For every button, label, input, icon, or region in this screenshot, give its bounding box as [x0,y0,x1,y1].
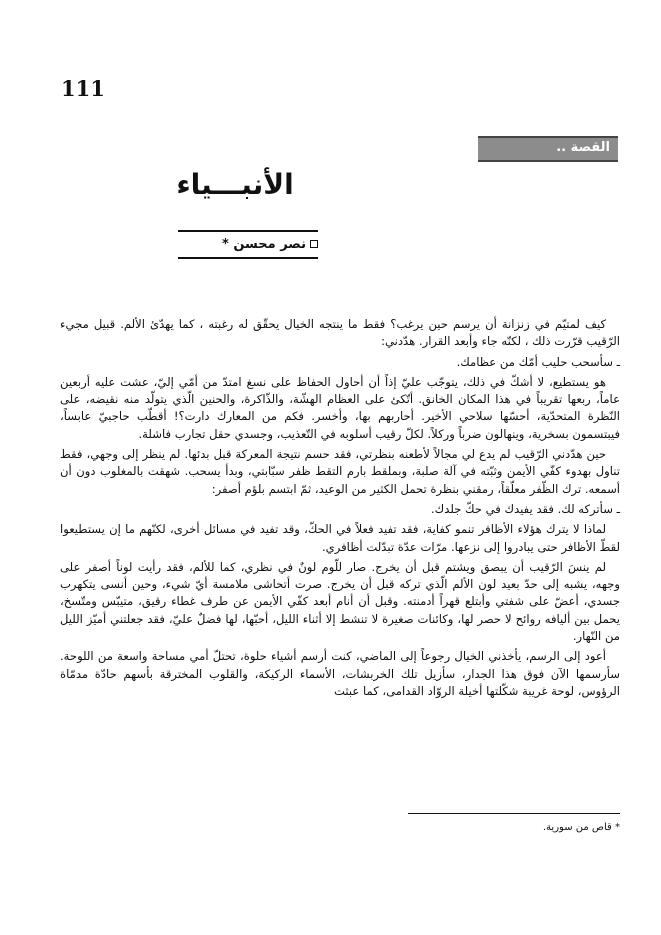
author-bottom-rule [178,257,318,259]
dialogue-line: ـ سأتركه لك. فقد يفيدك في حكّ جلدك. [431,501,620,516]
paragraph: هو يستطيع، لا أشكّ في ذلك، يتوجّب عليّ إذاً أن أحاول الحفاظ على نسغ امتدّ من أمّي إليّ، عشت عليه أربعين عاماً، ربعها تقريباً في هذا المكان الخانق. أتّكئ على العظام الهشّة، والذّاكرة، والحنين الّذي يتولّد منه نقيضه، على النّظرة المتحدّية، أحسّها سلاحي الأخير. أحاربهم بها، وأخسر. فكم من المعارك دارت؟! أقطّب حاجبيّ عابساً، فيبتسمون بسخرية، وينهالون ضرباً وركلاً. لكلّ رقيب أسلوبه في التّعذيب، وجسدي حقل تجارب فاشلة. [60,374,620,441]
footnote-rule [408,813,620,814]
story-body [60,316,620,703]
paragraph: كيف لمتيّم في زنزانة أن يرسم حين يرغب؟ فقط ما ينتجه الخيال يحقّق له رغبته ، كما يهدّئ الألم. قبيل مجيء الرّقيب قرّرت ذلك ، لكنّه جاء وأبعد القرار. هدّدني: [60,317,620,349]
story-title: الأنبـــياء [176,168,294,201]
paragraph: لماذا لا يترك هؤلاء الأظافر تنمو كفاية، فقد تفيد فعلاً في الحكّ، وقد تفيد في مسائل أخرى، لكنّهم ما إن يستطيعوا لقطّ الأظافر حتى يبادروا إلى نزعها. مرّات عدّة تبدّلت أظافري. [60,522,620,554]
paragraph: حين هدّدني الرّقيب لم يدع لي مجالاً لأطعنه بنظرتي، فقد حسم نتيجة المعركة قبل بدئها. لم ينظر إلى وجهي، فقط تناول بهدوء كفّي الأيمن وثبّته في آلة صلبة، وبملقط بارم التقط ظفر سبّابتي، وبدأ يسحب. شهقت بالمغلوب دون أن أسمعه. ترك الظّفر معلّقاً، رمقني بنظرة تحمل الكثير من الوعيد، ثمّ ابتسم بلؤم أصفر: [60,447,620,496]
paragraph: أعود إلى الرسم، يأخذني الخيال رجوعاً إلى الماضي، كنت أرسم أشياء حلوة، تحتلّ أمي مساحة واسعة من اللوحة. سأرسمها الآن فوق هذا الجدار، سأزيل تلك الخربشات، الأسماء الركيكة، والقلوب المخترقة بأسهم حادّة مدمّاة الرؤوس، لوحة غريبة شكّلتها أخيلة الروّاد القدامى، كما عبثت [60,649,620,698]
author-top-rule [178,230,318,232]
section-label: القصة .. [556,140,610,155]
paragraph: لم ينسَ الرّقيب أن يبصق ويشتم قبل أن يخرج. صار للّوم لونٌ في نظري، كما للألم، فقد رأيت لوناً أصفر على وجهه، يشبه إلى حدّ بعيد لون الألم الّذي تركه قبل أن يخرج. صرت أتحاشى ملامسة أيّ شيء، وحين أنسى يتكهرب جسدي، أعضّ على شفتي وأبتلع قهراً أدمنته. وقبل أن أنام أبعد كفّي الأيمن عن طرف غطاء رقيق، متيبّس ومتّسخ، يحمل بين أليافه روائح لا حصر لها، وكائنات صغيرة لا تنشط إلا أثناء الليل، أحبّها، لها فضلٌ عليّ، فقد جعلتني أميّز الليل من النّهار. [60,559,620,644]
square-bullet-icon [310,240,318,248]
section-banner [478,136,618,162]
author-name: نصر محسن * [222,236,306,252]
page-number: 111 [61,76,105,101]
author-byline [178,234,318,254]
footnote: * قاص من سورية. [542,822,620,833]
dialogue-line: ـ سأسحب حليب أمّك من عظامك. [456,354,620,369]
